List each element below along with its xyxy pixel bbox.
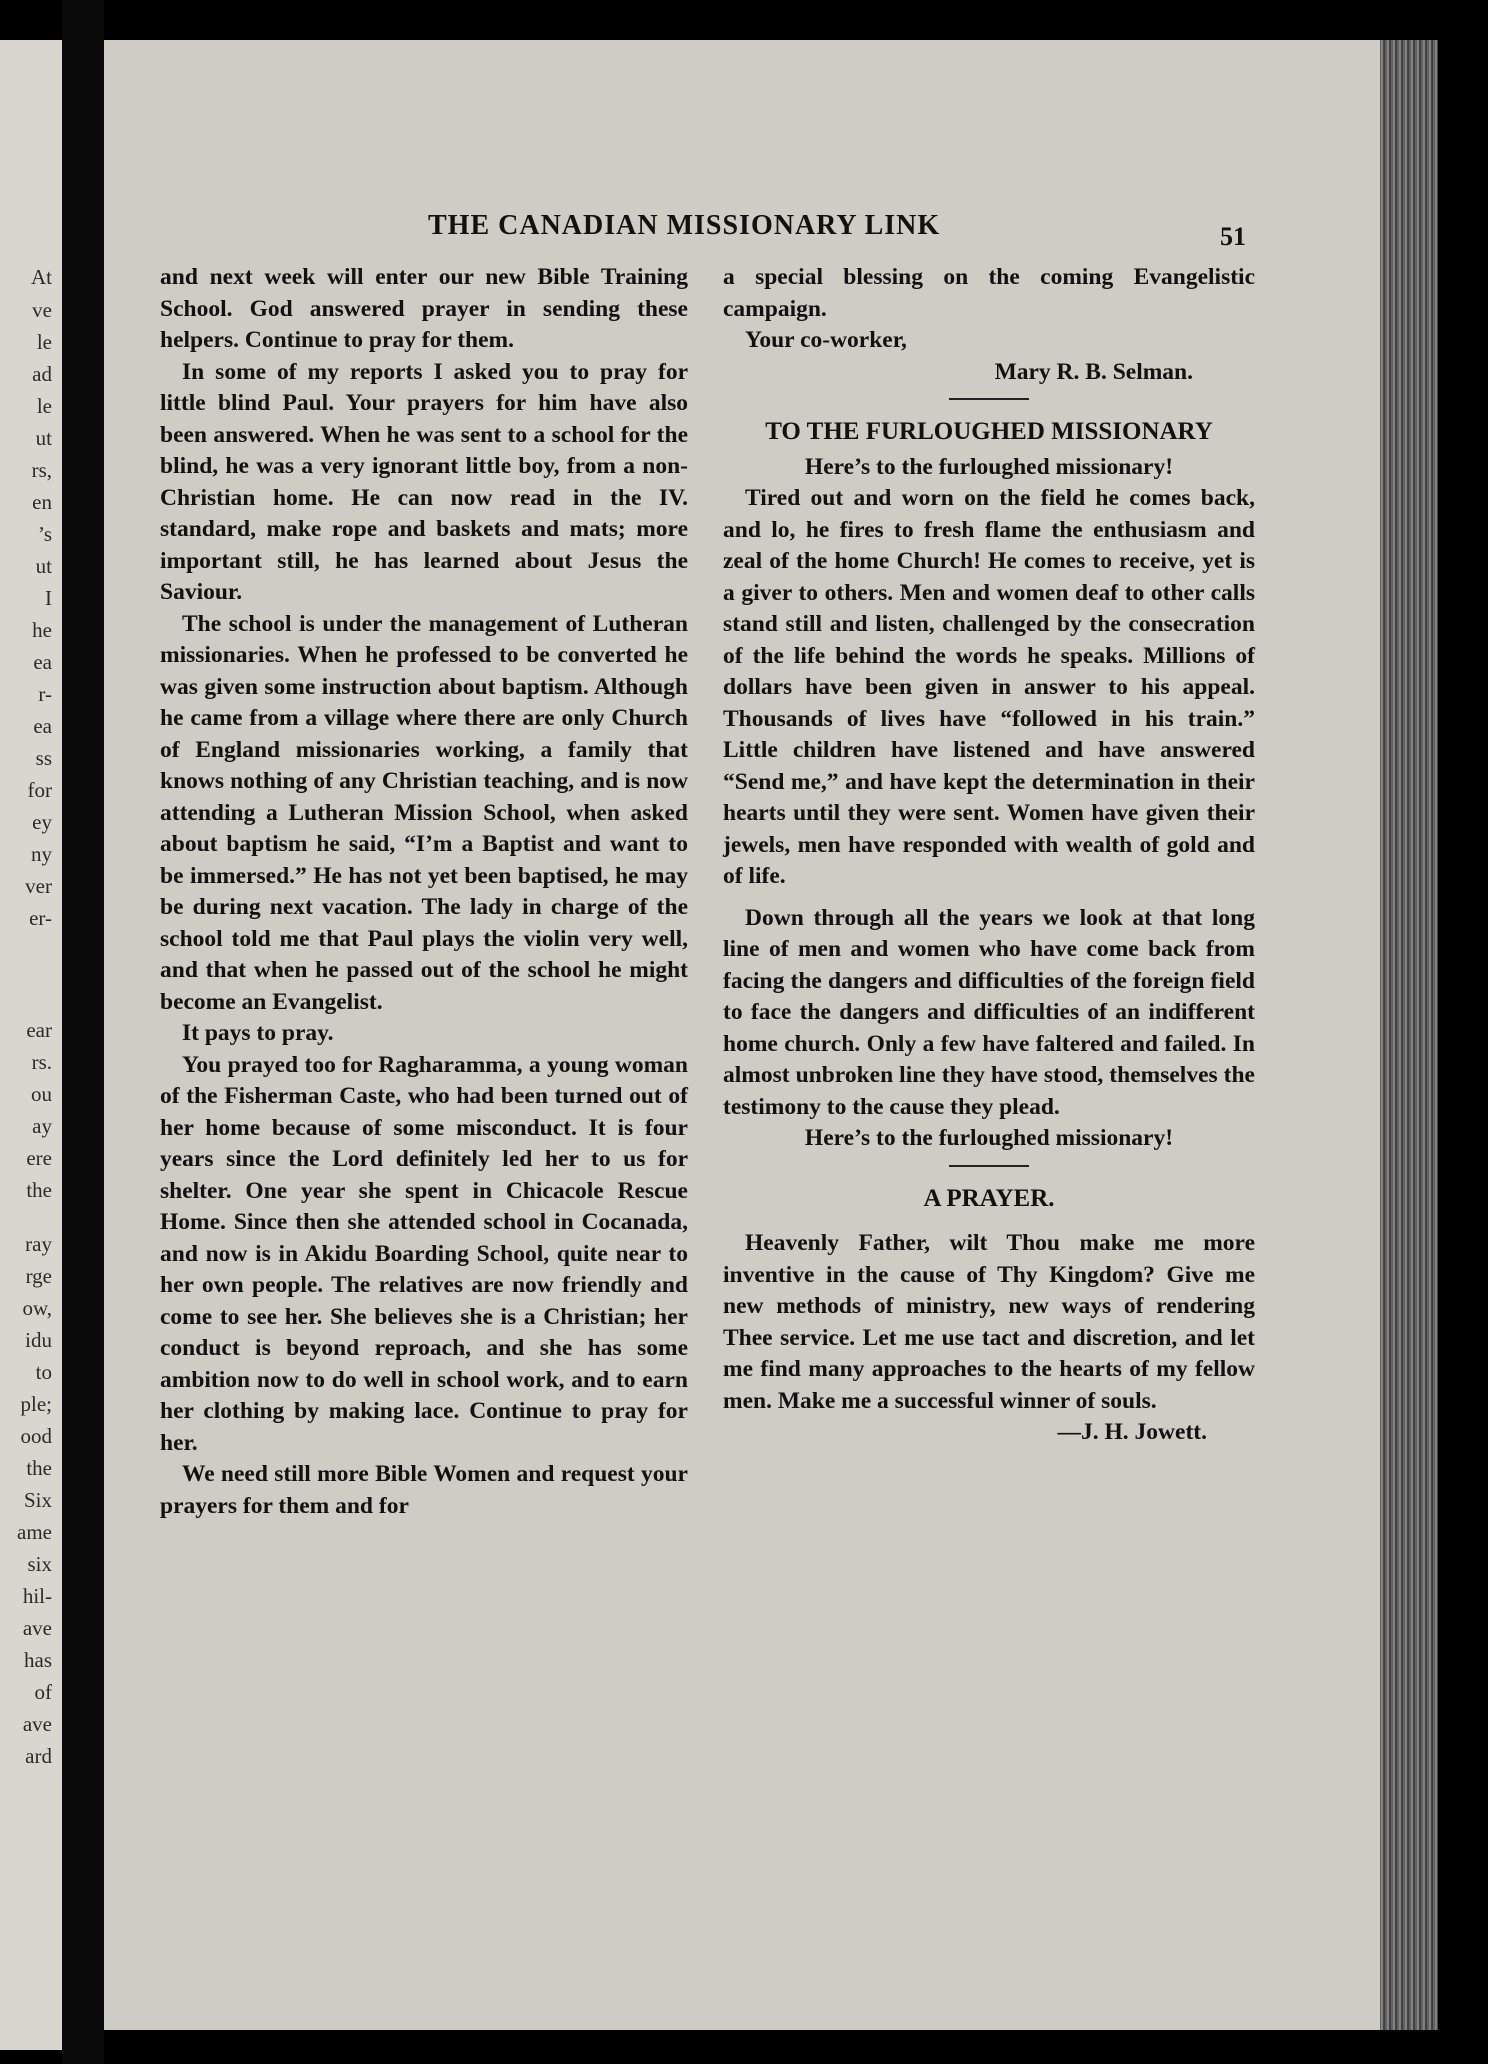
facing-page-fragment: ood	[20, 1424, 52, 1448]
section-heading: A PRAYER.	[923, 1184, 1055, 1212]
paragraph: You prayed too for Ragharamma, a young woman of the Fisherman Caste, who had been turned out of her home because of some misconduct. It is four years since the Lord definitely led her to us for shelter. One year she spent in Chicacole Rescue Home. Since then she attended school in Cocanada, and now is in Akidu Boarding School, quite near to her own people. The relatives are now friendly and come to see her. She believes she is a Christian; her conduct is beyond reproach, and she has some ambition now to do well in school work, and to earn her clothing by making lace. Continue to pray for her.	[160, 1051, 688, 1456]
page-stack-edge	[1380, 40, 1438, 2030]
letter-closing: Your co-worker,	[745, 327, 907, 353]
facing-page-fragment: ey	[32, 810, 52, 834]
running-head: THE CANADIAN MISSIONARY LINK	[428, 210, 941, 241]
facing-page-fragment: ple;	[20, 1392, 52, 1416]
facing-page-fragment: ut	[35, 554, 52, 578]
facing-page-fragment: en	[32, 490, 52, 514]
facing-page-fragment: of	[34, 1680, 52, 1704]
paragraph: We need still more Bible Women and request your prayers for them and for	[160, 1461, 688, 1519]
facing-page-fragment: ny	[31, 842, 52, 866]
facing-page-fragment: ou	[31, 1082, 52, 1106]
section-divider	[949, 398, 1029, 400]
facing-page-fragment: he	[32, 618, 52, 642]
facing-page-fragment: has	[24, 1648, 52, 1672]
facing-page-fragment: ave	[22, 1712, 52, 1736]
left-column	[160, 262, 688, 1522]
facing-page-fragment: the	[26, 1456, 52, 1480]
facing-page-fragment: six	[27, 1552, 52, 1576]
paragraph: Heavenly Father, wilt Thou make me more inventive in the cause of Thy Kingdom? Give me new methods of ministry, new ways of rendering Thee service. Let me use tact and discretion, and let me find many approaches to the hearts of my fellow men. Make me a successful winner of souls.	[723, 1230, 1255, 1414]
facing-page-fragment: le	[36, 394, 52, 418]
paragraph: In some of my reports I asked you to pray for little blind Paul. Your prayers for him have also been answered. When he was sent to a school for the blind, he was a very ignorant little boy, from a non-Christian home. He can now read in the IV. standard, make rope and baskets and mats; more important still, he has learned about Jesus the Saviour.	[160, 358, 688, 605]
facing-page-fragment: ad	[32, 362, 52, 386]
facing-page-fragment: ay	[32, 1114, 52, 1138]
facing-page-fragment: ame	[17, 1520, 52, 1544]
facing-page-fragment: ’s	[37, 522, 52, 546]
facing-page-fragment: ut	[35, 426, 52, 450]
facing-page-fragment: hil-	[22, 1584, 52, 1608]
toast-line: Here’s to the furloughed missionary!	[804, 453, 1174, 480]
page-number: 51	[1220, 222, 1246, 251]
paragraph: a special blessing on the coming Evangelistic campaign.	[723, 264, 1255, 322]
facing-page-fragment: r-	[38, 682, 52, 706]
facing-page-fragment: I	[45, 586, 52, 610]
facing-page-fragment: for	[27, 778, 52, 802]
facing-page-fragment: rge	[25, 1264, 52, 1288]
facing-page-fragment: idu	[25, 1328, 52, 1352]
facing-page-fragment: ave	[22, 1616, 52, 1640]
facing-page-fragment: ow,	[22, 1296, 52, 1320]
section-heading: TO THE FURLOUGHED MISSIONARY	[765, 418, 1213, 445]
paragraph: Down through all the years we look at that long line of men and women who have come back from facing the dangers and difficulties of the foreign field to face the dangers and difficulties of an indifferent home church. Only a few have faltered and failed. In almost unbroken line they have stood, themselves the testimony to the cause they plead.	[723, 904, 1255, 1120]
letter-signature: Mary R. B. Selman.	[994, 358, 1193, 385]
facing-page-fragment: ve	[32, 298, 52, 322]
facing-page-fragment: rs,	[31, 458, 52, 482]
facing-page-fragment: er-	[29, 906, 52, 930]
facing-page-fragment: At	[31, 265, 52, 289]
facing-page-fragment: ear	[26, 1018, 52, 1042]
paragraph: The school is under the management of Lutheran missionaries. When he professed to be converted he was given some instruction about baptism. Although he came from a village where there are only Church of England missionaries working, a family that knows nothing of any Christian teaching, and is now attending a Lutheran Mission School, when asked about baptism he said, “I’m a Baptist and want to be immersed.” He has not yet been baptised, he may be during next vacation. The lady in charge of the school told me that Paul plays the violin very well, and that when he passed out of the school he might become an Evangelist.	[160, 610, 688, 1015]
paragraph: Tired out and worn on the field he comes back, and lo, he fires to fresh flame the enthusiasm and zeal of the home Church! He comes to receive, yet is a giver to others. Men and women deaf to other calls stand still and listen, challenged by the consecration of the life behind the words he speaks. Millions of dollars have been given in answer to his appeal. Thousands of lives have “followed in his train.” Little children have listened and have answered “Send me,” and have kept the determination in their hearts until they were sent. Women have given their jewels, men have responded with wealth of gold and of life.	[723, 485, 1255, 889]
book-gutter	[62, 0, 104, 2064]
facing-page-edge	[0, 40, 62, 2050]
facing-page-fragment: ver	[25, 874, 52, 898]
facing-page-fragment: ea	[33, 714, 52, 738]
facing-page-fragment: rs.	[31, 1050, 52, 1074]
paragraph: It pays to pray.	[182, 1020, 334, 1046]
facing-page-fragment: le	[36, 330, 52, 354]
right-column	[723, 262, 1255, 1449]
section-divider	[949, 1165, 1029, 1167]
facing-page-fragment: ea	[33, 650, 52, 674]
attribution: —J. H. Jowett.	[1057, 1419, 1207, 1445]
facing-page-fragment: the	[26, 1178, 52, 1202]
facing-page-fragment: ard	[25, 1744, 52, 1768]
facing-page-fragment: ss	[35, 746, 52, 770]
facing-page-fragment: to	[35, 1360, 52, 1384]
facing-page-fragment: ere	[26, 1146, 52, 1170]
facing-page-fragment: ray	[25, 1232, 52, 1256]
paragraph: and next week will enter our new Bible Training School. God answered prayer in sending these helpers. Continue to pray for them.	[160, 264, 688, 353]
toast-line: Here’s to the furloughed missionary!	[804, 1125, 1174, 1151]
facing-page-fragment: Six	[23, 1488, 52, 1512]
